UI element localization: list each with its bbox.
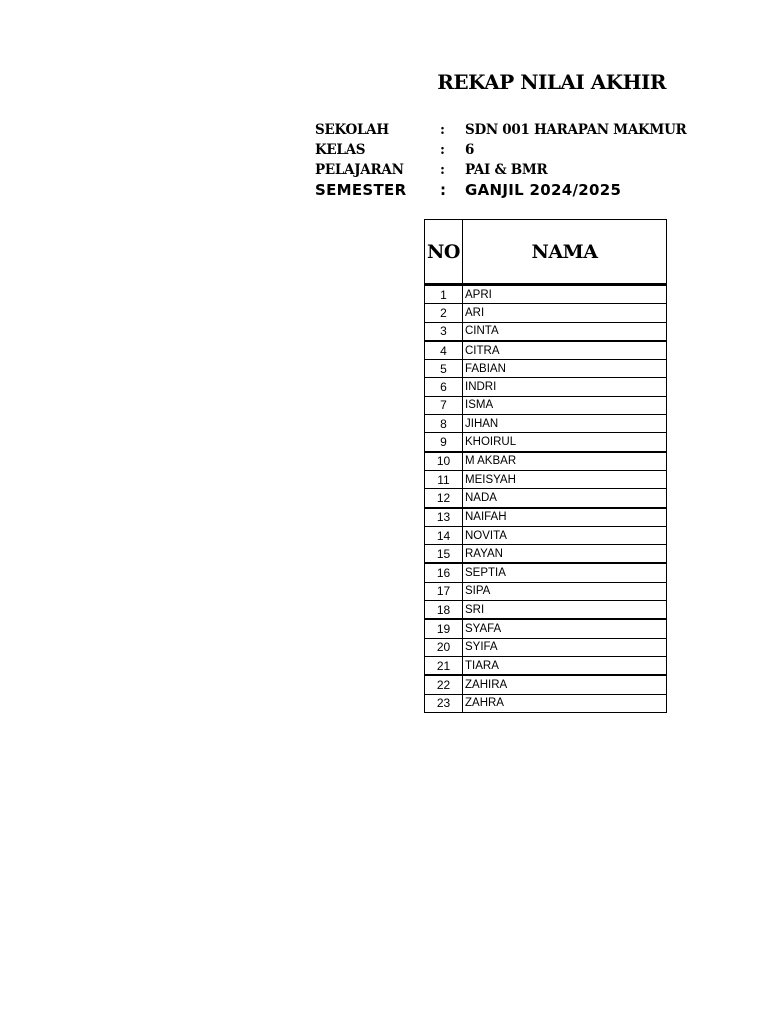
table-row [425,304,667,322]
table-row [425,285,667,304]
table-row [425,601,667,620]
cell-nama: NAIFAH [463,508,667,527]
cell-nama: SYAFA [463,619,667,638]
cell-no: 22 [425,675,463,694]
info-label-semester: SEMESTER [315,181,407,199]
cell-nama: ZAHIRA [463,675,667,694]
info-label-kelas: KELAS [315,142,366,158]
table-row [425,656,667,675]
cell-nama: NOVITA [463,526,667,544]
info-value-sekolah: SDN 001 HARAPAN MAKMUR [465,122,687,138]
cell-nama: M AKBAR [463,452,667,471]
cell-nama: SIPA [463,582,667,600]
info-label-sekolah: SEKOLAH [315,122,389,138]
info-row-sekolah [315,120,687,140]
info-colon: : [440,122,445,138]
cell-nama: CITRA [463,341,667,360]
table-header-row [425,220,667,285]
table-row [425,526,667,544]
cell-no: 8 [425,415,463,433]
cell-no: 17 [425,582,463,600]
cell-nama: KHOIRUL [463,433,667,452]
info-row-kelas [315,140,675,160]
table-row [425,452,667,471]
table-row [425,360,667,378]
student-table [424,219,667,713]
cell-no: 16 [425,563,463,582]
cell-nama: TIARA [463,656,667,675]
info-value-pelajaran: PAI & BMR [465,162,548,178]
cell-no: 11 [425,470,463,488]
table-row [425,619,667,638]
cell-nama: ZAHRA [463,694,667,712]
cell-no: 13 [425,508,463,527]
cell-nama: MEISYAH [463,470,667,488]
table-row [425,322,667,341]
cell-no: 3 [425,322,463,341]
cell-nama: APRI [463,285,667,304]
table-row [425,694,667,712]
info-value-kelas: 6 [465,142,475,158]
table-row [425,378,667,396]
table-row [425,470,667,488]
table-row [425,675,667,694]
cell-no: 4 [425,341,463,360]
cell-nama: JIHAN [463,415,667,433]
page-title: REKAP NILAI AKHIR [437,70,666,94]
table-body [425,285,667,713]
cell-no: 19 [425,619,463,638]
column-header-no: NO [425,220,463,285]
table-row [425,638,667,656]
info-row-semester [315,180,675,200]
cell-no: 6 [425,378,463,396]
cell-no: 20 [425,638,463,656]
cell-no: 23 [425,694,463,712]
cell-nama: RAYAN [463,545,667,564]
info-colon: : [440,142,445,158]
table-row [425,508,667,527]
cell-no: 18 [425,601,463,620]
cell-no: 10 [425,452,463,471]
cell-nama: FABIAN [463,360,667,378]
cell-nama: SEPTIA [463,563,667,582]
cell-nama: NADA [463,489,667,508]
info-label-pelajaran: PELAJARAN [315,162,404,178]
table-row [425,563,667,582]
cell-nama: ISMA [463,396,667,414]
cell-no: 15 [425,545,463,564]
info-row-pelajaran [315,160,675,180]
cell-no: 9 [425,433,463,452]
cell-no: 21 [425,656,463,675]
table-row [425,582,667,600]
table-row [425,415,667,433]
table-row [425,545,667,564]
table-row [425,433,667,452]
cell-nama: CINTA [463,322,667,341]
cell-no: 12 [425,489,463,508]
cell-no: 2 [425,304,463,322]
column-header-nama: NAMA [463,220,667,285]
cell-no: 7 [425,396,463,414]
info-block [315,120,687,200]
cell-nama: INDRI [463,378,667,396]
info-colon: : [440,162,445,178]
cell-nama: ARI [463,304,667,322]
info-value-semester: GANJIL 2024/2025 [465,181,622,199]
info-colon: : [440,181,447,199]
cell-no: 14 [425,526,463,544]
table-row [425,341,667,360]
cell-nama: SRI [463,601,667,620]
cell-no: 5 [425,360,463,378]
cell-nama: SYIFA [463,638,667,656]
table-row [425,489,667,508]
table-row [425,396,667,414]
cell-no: 1 [425,285,463,304]
